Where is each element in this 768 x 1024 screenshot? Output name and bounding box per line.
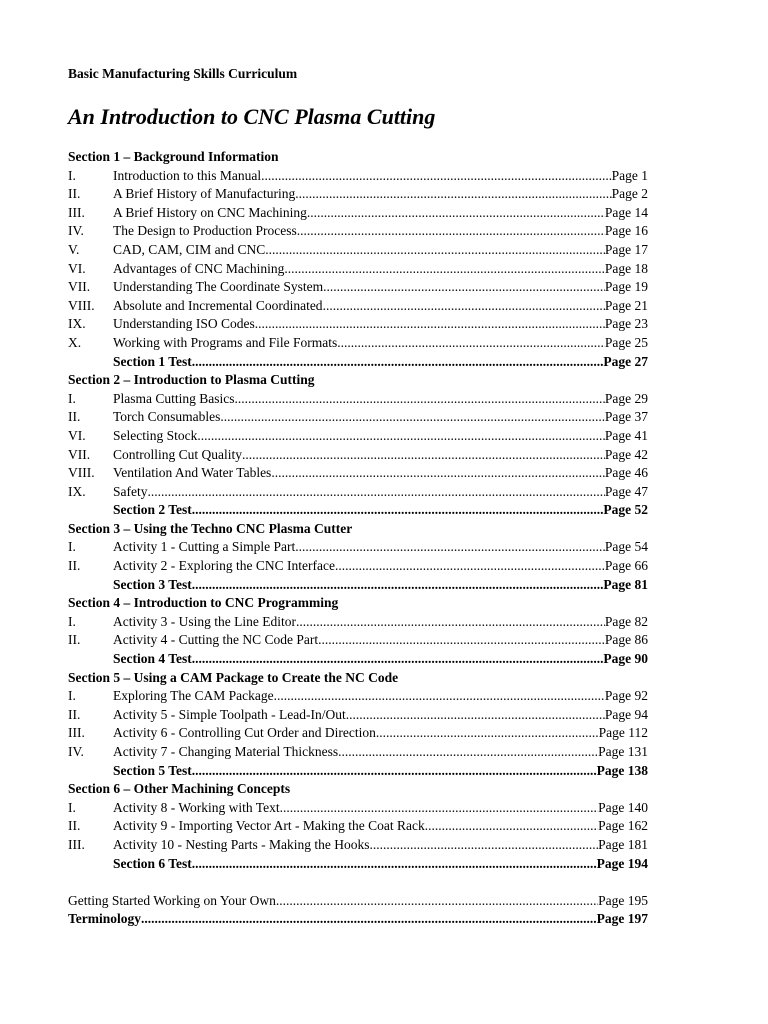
dot-leader (192, 353, 604, 372)
entry-page: Page 19 (604, 279, 648, 295)
entry-number: III. (68, 204, 85, 220)
entry-title: Torch Consumables (113, 409, 221, 425)
toc-entry[interactable] (68, 167, 648, 186)
toc-entry[interactable] (68, 446, 648, 465)
entry-page: Page 14 (604, 204, 648, 220)
entry-page: Page 47 (604, 483, 648, 499)
toc-entry[interactable] (68, 334, 648, 353)
toc-entry[interactable] (68, 687, 648, 706)
dot-leader (271, 464, 605, 483)
entry-number: X. (68, 334, 82, 350)
document-title: An Introduction to CNC Plasma Cutting (68, 104, 436, 129)
closing-title: Getting Started Working on Your Own (68, 892, 276, 908)
entry-number: VII. (68, 279, 91, 295)
entry-title: Exploring The CAM Package (113, 688, 274, 704)
table-of-contents (68, 148, 648, 929)
dot-leader (295, 538, 605, 557)
dot-leader (323, 297, 605, 316)
closing-title: Terminology (68, 911, 142, 927)
toc-entry[interactable] (68, 817, 648, 836)
spacer (68, 873, 648, 892)
dot-leader (296, 613, 605, 632)
dot-leader (280, 799, 599, 818)
toc-entry[interactable] (68, 743, 648, 762)
toc-entry[interactable] (68, 260, 648, 279)
section-heading: Section 2 – Introduction to Plasma Cutting (68, 372, 315, 388)
entry-title: Ventilation And Water Tables (113, 465, 272, 481)
dot-leader (148, 483, 605, 502)
entry-title: Plasma Cutting Basics (113, 390, 235, 406)
dot-leader (265, 241, 605, 260)
toc-entry[interactable] (68, 557, 648, 576)
toc-entry[interactable] (68, 222, 648, 241)
test-title: Section 6 Test (113, 855, 192, 871)
entry-number: I. (68, 390, 76, 406)
entry-title: Controlling Cut Quality (113, 446, 243, 462)
test-title: Section 1 Test (113, 353, 192, 369)
entry-page: Page 37 (604, 409, 648, 425)
closing-page: Page 195 (598, 892, 648, 908)
section-test-entry[interactable] (68, 855, 648, 874)
entry-title: Activity 8 - Working with Text (113, 799, 280, 815)
entry-number: III. (68, 836, 85, 852)
dot-leader (192, 855, 597, 874)
entry-number: VII. (68, 446, 91, 462)
dot-leader (346, 706, 605, 725)
entry-title: The Design to Production Process (113, 223, 297, 239)
entry-number: II. (68, 632, 81, 648)
section-test-entry[interactable] (68, 353, 648, 372)
entry-page: Page 23 (604, 316, 648, 332)
dot-leader (192, 501, 604, 520)
toc-entry[interactable] (68, 408, 648, 427)
section-heading: Section 6 – Other Machining Concepts (68, 781, 291, 797)
entry-title: Understanding ISO Codes (113, 316, 255, 332)
dot-leader (242, 446, 605, 465)
toc-entry[interactable] (68, 185, 648, 204)
entry-number: I. (68, 167, 76, 183)
dot-leader (297, 222, 605, 241)
toc-entry[interactable] (68, 706, 648, 725)
entry-title: A Brief History on CNC Machining (113, 204, 307, 220)
entry-title: CAD, CAM, CIM and CNC (113, 241, 266, 257)
entry-title: Selecting Stock (113, 427, 198, 443)
entry-number: VI. (68, 427, 86, 443)
test-title: Section 5 Test (113, 762, 192, 778)
entry-title: Activity 6 - Controlling Cut Order and Direction (113, 725, 376, 741)
entry-page: Page 140 (598, 799, 648, 815)
test-page: Page 52 (603, 502, 648, 518)
toc-entry[interactable] (68, 799, 648, 818)
test-page: Page 138 (596, 762, 648, 778)
test-page: Page 90 (603, 651, 648, 667)
entry-number: VI. (68, 260, 86, 276)
section-test-entry[interactable] (68, 650, 648, 669)
entry-number: I. (68, 688, 76, 704)
test-page: Page 81 (603, 576, 648, 592)
entry-page: Page 21 (604, 297, 648, 313)
entry-page: Page 25 (604, 334, 648, 350)
entry-page: Page 112 (598, 725, 648, 741)
entry-page: Page 41 (604, 427, 648, 443)
dot-leader (307, 204, 605, 223)
dot-leader (338, 743, 598, 762)
toc-entry[interactable] (68, 836, 648, 855)
entry-page: Page 2 (611, 186, 648, 202)
dot-leader (235, 390, 605, 409)
test-title: Section 2 Test (113, 502, 192, 518)
toc-entry[interactable] (68, 427, 648, 446)
test-page: Page 194 (596, 855, 648, 871)
section-heading: Section 5 – Using a CAM Package to Create the NC Code (68, 669, 399, 685)
entry-title: Absolute and Incremental Coordinated (113, 297, 323, 313)
toc-entry[interactable] (68, 390, 648, 409)
entry-number: II. (68, 706, 81, 722)
dot-leader (197, 427, 605, 446)
entry-page: Page 86 (604, 632, 648, 648)
dot-leader (337, 334, 605, 353)
dot-leader (255, 315, 605, 334)
toc-entry[interactable] (68, 297, 648, 316)
entry-page: Page 16 (604, 223, 648, 239)
section-test-entry[interactable] (68, 762, 648, 781)
entry-page: Page 162 (598, 818, 648, 834)
entry-title: Activity 3 - Using the Line Editor (113, 613, 296, 629)
section-heading: Section 4 – Introduction to CNC Programming (68, 595, 339, 611)
entry-title: Activity 1 - Cutting a Simple Part (113, 539, 296, 555)
entry-title: Activity 9 - Importing Vector Art - Making the Coat Rack (113, 818, 425, 834)
toc-entry[interactable] (68, 538, 648, 557)
entry-number: IX. (68, 316, 86, 332)
entry-number: II. (68, 818, 81, 834)
entry-page: Page 17 (604, 241, 648, 257)
entry-page: Page 131 (598, 744, 648, 759)
toc-entry[interactable] (68, 315, 648, 334)
entry-page: Page 54 (604, 539, 648, 555)
dot-leader (276, 892, 598, 911)
entry-page: Page 1 (611, 167, 648, 183)
section-heading: Section 1 – Background Information (68, 149, 279, 164)
entry-title: Working with Programs and File Formats (113, 334, 338, 350)
section-test-entry[interactable] (68, 576, 648, 595)
dot-leader (369, 836, 598, 855)
entry-number: I. (68, 799, 76, 815)
toc-entry[interactable] (68, 241, 648, 260)
entry-number: IV. (68, 223, 84, 239)
entry-title: Activity 4 - Cutting the NC Code Part (113, 632, 319, 648)
section-test-entry[interactable] (68, 501, 648, 520)
entry-number: IV. (68, 744, 84, 759)
dot-leader (220, 408, 604, 427)
entry-number: V. (68, 241, 80, 257)
entry-number: I. (68, 613, 76, 629)
entry-number: II. (68, 558, 81, 574)
entry-title: Advantages of CNC Machining (113, 260, 285, 276)
entry-page: Page 29 (604, 390, 648, 406)
dot-leader (295, 185, 611, 204)
entry-page: Page 92 (604, 688, 648, 704)
entry-title: Activity 5 - Simple Toolpath - Lead-In/Out (113, 706, 346, 722)
entry-title: Activity 10 - Nesting Parts - Making the Hooks (113, 836, 370, 852)
toc-entry[interactable] (68, 724, 648, 743)
entry-title: Understanding The Coordinate System (113, 279, 324, 295)
entry-number: III. (68, 725, 85, 741)
dot-leader (274, 687, 605, 706)
closing-page: Page 197 (596, 911, 648, 927)
entry-number: VIII. (68, 465, 95, 481)
test-title: Section 4 Test (113, 651, 192, 667)
entry-number: IX. (68, 483, 86, 499)
entry-page: Page 66 (604, 558, 648, 574)
toc-entry[interactable] (68, 631, 648, 650)
entry-title: A Brief History of Manufacturing (113, 186, 296, 202)
entry-page: Page 181 (598, 836, 648, 852)
entry-number: VIII. (68, 297, 95, 313)
dot-leader (323, 278, 605, 297)
toc-entry[interactable] (68, 613, 648, 632)
entry-title: Activity 7 - Changing Material Thickness (113, 744, 339, 759)
dot-leader (425, 817, 598, 836)
section-heading: Section 3 – Using the Techno CNC Plasma Cutter (68, 520, 353, 536)
dot-leader (335, 557, 605, 576)
entry-page: Page 46 (604, 465, 648, 481)
closing-entry[interactable] (68, 892, 648, 911)
dot-leader (192, 762, 597, 781)
entry-page: Page 18 (604, 260, 648, 276)
dot-leader (318, 631, 605, 650)
dot-leader (192, 576, 604, 595)
entry-title: Safety (113, 483, 148, 499)
entry-number: I. (68, 539, 76, 555)
test-title: Section 3 Test (113, 576, 192, 592)
entry-number: II. (68, 186, 81, 202)
entry-page: Page 42 (604, 446, 648, 462)
entry-page: Page 82 (604, 613, 648, 629)
closing-entry[interactable] (68, 910, 648, 929)
dot-leader (284, 260, 605, 279)
toc-entry[interactable] (68, 483, 648, 502)
entry-title: Activity 2 - Exploring the CNC Interface (113, 558, 335, 574)
dot-leader (141, 910, 597, 929)
entry-number: II. (68, 409, 81, 425)
entry-title: Introduction to this Manual (113, 167, 262, 183)
dot-leader (192, 650, 604, 669)
curriculum-header: Basic Manufacturing Skills Curriculum (68, 66, 298, 81)
dot-leader (261, 167, 612, 186)
test-page: Page 27 (603, 353, 648, 369)
toc-entry[interactable] (68, 204, 648, 223)
entry-page: Page 94 (604, 706, 648, 722)
dot-leader (376, 724, 599, 743)
toc-entry[interactable] (68, 464, 648, 483)
toc-entry[interactable] (68, 278, 648, 297)
